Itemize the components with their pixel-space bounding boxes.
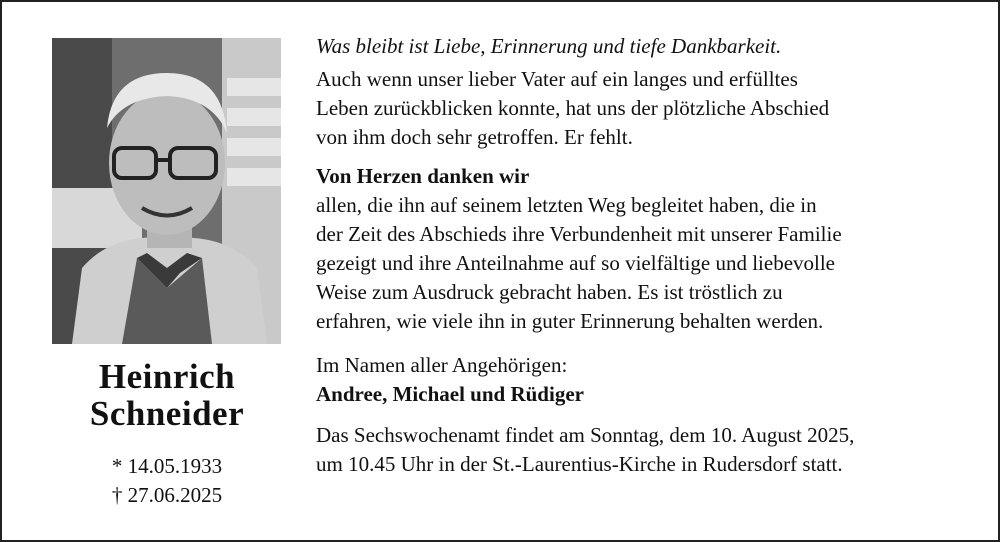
- portrait-photo: [52, 38, 281, 344]
- intro-line: von ihm doch sehr getroffen. Er fehlt.: [316, 125, 633, 149]
- last-name: Schneider: [89, 394, 245, 433]
- signature-intro: Im Namen aller Angehörigen:: [316, 353, 568, 377]
- thanks-paragraph: [316, 191, 976, 336]
- portrait-illustration: [52, 38, 281, 344]
- service-announcement: [316, 421, 976, 479]
- motto: Was bleibt ist Liebe, Erinnerung und tiefe Dankbarkeit.: [316, 34, 782, 58]
- service-line: um 10.45 Uhr in der St.-Laurentius-Kirche in Rudersdorf statt.: [316, 452, 843, 476]
- deceased-name: [52, 358, 282, 432]
- thanks-line: erfahren, wie viele ihn in guter Erinnerung behalten werden.: [316, 309, 824, 333]
- left-column: [52, 38, 282, 510]
- thanks-line: gezeigt und ihre Anteilnahme auf so vielfältige und liebevolle: [316, 251, 836, 275]
- first-name: Heinrich: [98, 357, 236, 396]
- right-column: [316, 32, 976, 479]
- signature-names: Andree, Michael und Rüdiger: [316, 382, 584, 406]
- birth-date: * 14.05.1933: [111, 454, 223, 478]
- intro-line: Auch wenn unser lieber Vater auf ein langes und erfülltes: [316, 67, 798, 91]
- thanks-line: allen, die ihn auf seinem letzten Weg begleitet haben, die in: [316, 193, 817, 217]
- service-line: Das Sechswochenamt findet am Sonntag, dem 10. August 2025,: [316, 423, 855, 447]
- life-dates: [52, 452, 282, 510]
- intro-line: Leben zurückblicken konnte, hat uns der plötzliche Abschied: [316, 96, 830, 120]
- death-date: † 27.06.2025: [111, 483, 223, 507]
- signature-block: [316, 351, 976, 409]
- intro-paragraph: [316, 65, 976, 152]
- thanks-heading: Von Herzen danken wir: [316, 164, 530, 188]
- thanks-line: Weise zum Ausdruck gebracht haben. Es ist tröstlich zu: [316, 280, 783, 304]
- thanks-line: der Zeit des Abschieds ihre Verbundenheit mit unserer Familie: [316, 222, 842, 246]
